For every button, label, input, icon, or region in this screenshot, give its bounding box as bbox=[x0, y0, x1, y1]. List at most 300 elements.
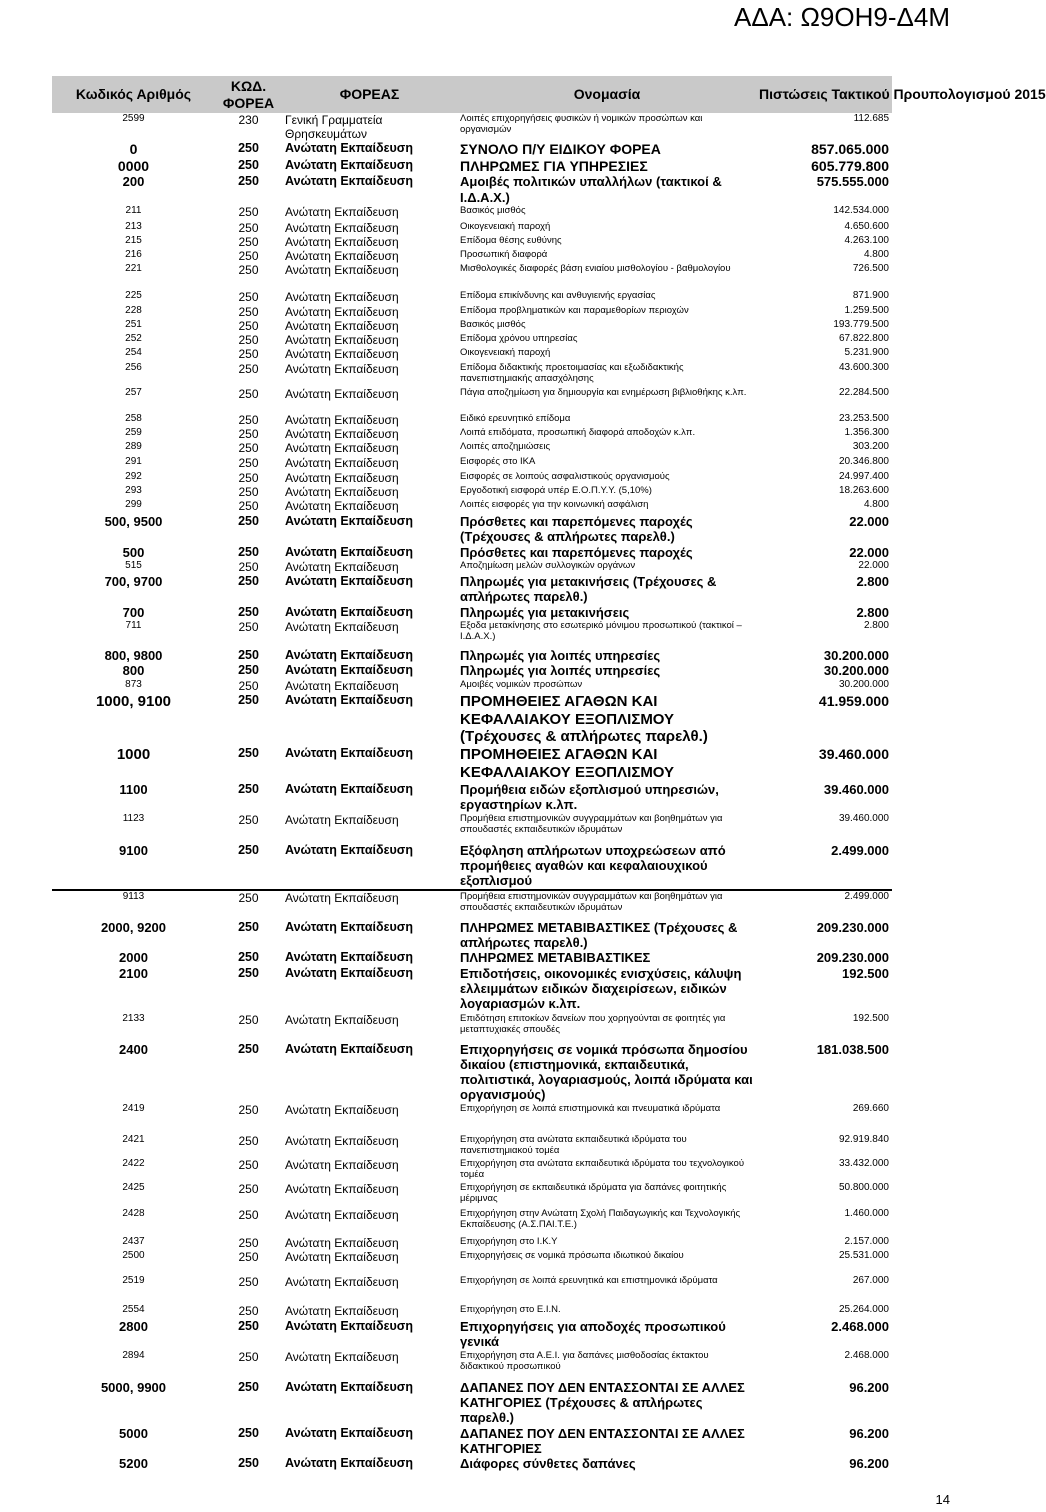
table-row bbox=[52, 545, 892, 560]
row-foreas: Ανώτατη Εκπαίδευση bbox=[285, 1235, 399, 1250]
row-code: 1100 bbox=[119, 781, 148, 797]
table-row bbox=[52, 620, 892, 648]
table-row bbox=[52, 158, 892, 175]
row-foreas: Ανώτατη Εκπαίδευση bbox=[285, 290, 399, 305]
row-code: 1000 bbox=[116, 745, 151, 763]
row-foreas: Ανώτατη Εκπαίδευση bbox=[285, 304, 399, 319]
row-foreas: Ανώτατη Εκπαίδευση bbox=[285, 620, 399, 634]
row-code: 0000 bbox=[117, 157, 150, 174]
row-code: 293 bbox=[125, 484, 142, 496]
row-foreas: Ανώτατη Εκπαίδευση bbox=[285, 1349, 399, 1364]
row-kod-foreas: 250 bbox=[238, 456, 259, 471]
row-name: Επίδομα προβληματικών και παραμεθορίων περιοχών bbox=[460, 304, 689, 316]
row-name: ΣΥΝΟΛΟ Π/Υ ΕΙΔΙΚΟΥ ΦΟΡΕΑ bbox=[460, 141, 661, 158]
row-amount: 1.460.000 bbox=[844, 1207, 889, 1219]
row-name: Αμοιβές πολιτικών υπαλλήλων (τακτικοί & Ι.Δ.Α.Χ.) bbox=[460, 174, 722, 205]
table-row bbox=[52, 347, 892, 362]
row-foreas: Ανώτατη Εκπαίδευση bbox=[285, 413, 399, 428]
row-amount: 30.200.000 bbox=[823, 663, 889, 679]
row-amount: 4.263.100 bbox=[844, 235, 889, 247]
row-code: 258 bbox=[125, 413, 142, 425]
row-code: 2519 bbox=[122, 1274, 145, 1286]
row-name: ΠΛΗΡΩΜΕΣ ΜΕΤΑΒΙΒΑΣΤΙΚΕΣ bbox=[460, 950, 651, 966]
table-row bbox=[52, 456, 892, 470]
table-row bbox=[52, 290, 892, 304]
row-foreas: Ανώτατη Εκπαίδευση bbox=[285, 318, 399, 333]
row-kod-foreas: 250 bbox=[238, 484, 259, 499]
row-code: 2400 bbox=[119, 1041, 148, 1057]
table-row bbox=[52, 663, 892, 678]
row-foreas: Ανώτατη Εκπαίδευση bbox=[285, 347, 399, 362]
row-name: ΠΛΗΡΩΜΕΣ ΜΕΤΑΒΙΒΑΣΤΙΚΕΣ (Τρέχουσες & απλήρωτες παρελθ.) bbox=[460, 919, 738, 950]
row-foreas: Ανώτατη Εκπαίδευση bbox=[285, 1379, 413, 1394]
row-amount: 18.263.600 bbox=[838, 484, 889, 496]
table-row bbox=[52, 387, 892, 413]
row-name: Επιχορήγηση στο Ε.Ι.Ν. bbox=[460, 1303, 561, 1315]
table-row bbox=[52, 1103, 892, 1134]
row-kod-foreas: 250 bbox=[238, 574, 259, 589]
row-amount: 726.500 bbox=[852, 263, 889, 275]
row-kod-foreas: 250 bbox=[238, 1425, 259, 1440]
row-kod-foreas: 250 bbox=[238, 498, 259, 513]
row-kod-foreas: 250 bbox=[238, 141, 259, 156]
row-amount: 4.800 bbox=[863, 498, 889, 510]
row-name: Επίδομα χρόνου υπηρεσίας bbox=[460, 332, 578, 344]
row-kod-foreas: 250 bbox=[238, 470, 259, 485]
row-kod-foreas: 250 bbox=[238, 362, 259, 377]
row-name: Διάφορες σύνθετες δαπάνες bbox=[460, 1456, 636, 1472]
row-amount: 22.000 bbox=[849, 513, 889, 529]
row-amount: 20.346.800 bbox=[838, 456, 889, 468]
row-foreas: Ανώτατη Εκπαίδευση bbox=[285, 249, 399, 264]
row-code: 800, 9800 bbox=[104, 648, 163, 663]
table-row bbox=[52, 174, 892, 205]
row-foreas: Ανώτατη Εκπαίδευση bbox=[285, 919, 413, 934]
row-code: 2422 bbox=[122, 1157, 145, 1169]
row-kod-foreas: 250 bbox=[238, 1274, 259, 1289]
table-row bbox=[52, 950, 892, 965]
row-kod-foreas: 250 bbox=[238, 205, 259, 219]
row-name: Πάγια αποζημίωση για δημιουργία και ενημέρωση βιβλιοθήκης κ.λπ. bbox=[460, 387, 747, 399]
row-name: Λοιπές εισφορές για την κοινωνική ασφάλιση bbox=[460, 498, 649, 510]
row-amount: 96.200 bbox=[849, 1425, 889, 1441]
table-row bbox=[52, 499, 892, 514]
row-code: 299 bbox=[125, 498, 142, 510]
row-amount: 142.534.000 bbox=[833, 205, 889, 216]
row-code: 2500 bbox=[122, 1249, 145, 1261]
row-amount: 2.800 bbox=[856, 574, 889, 590]
budget-table bbox=[52, 76, 1046, 1472]
row-foreas: Γενική Γραμματεία Θρησκευμάτων bbox=[285, 113, 383, 142]
row-name: Επιχορήγηση στα Α.Ε.Ι. για δαπάνες μισθοδοσίας έκτακτου διδακτικού προσωπικού bbox=[460, 1349, 709, 1372]
row-kod-foreas: 250 bbox=[238, 781, 259, 796]
table-row bbox=[52, 890, 892, 920]
row-foreas: Ανώτατη Εκπαίδευση bbox=[285, 387, 399, 402]
row-kod-foreas: 250 bbox=[238, 1303, 259, 1318]
table-row bbox=[52, 1275, 892, 1304]
row-name: Οικογενειακή παροχή bbox=[460, 221, 551, 232]
row-foreas: Ανώτατη Εκπαίδευση bbox=[285, 604, 413, 619]
row-foreas: Ανώτατη Εκπαίδευση bbox=[285, 205, 399, 219]
table-row bbox=[52, 235, 892, 249]
row-amount: 112.685 bbox=[853, 113, 889, 124]
row-name: Επιχορηγήσεις για αποδοχές προσωπικού γενικά bbox=[460, 1318, 726, 1350]
row-amount: 96.200 bbox=[849, 1379, 889, 1395]
row-kod-foreas: 250 bbox=[238, 1157, 259, 1172]
row-amount: 30.200.000 bbox=[823, 648, 889, 663]
table-row bbox=[52, 1350, 892, 1380]
row-code: 2100 bbox=[119, 965, 148, 981]
row-name: Εργοδοτική εισφορά υπέρ Ε.Ο.Π.Υ.Υ. (5,10%) bbox=[460, 484, 652, 496]
table-row bbox=[52, 1182, 892, 1208]
row-code: 216 bbox=[125, 249, 142, 261]
table-row bbox=[52, 1304, 892, 1319]
row-code: 225 bbox=[125, 290, 142, 302]
row-name: Προσωπική διαφορά bbox=[460, 249, 548, 261]
table-row bbox=[52, 263, 892, 290]
row-amount: 1.356.300 bbox=[844, 427, 889, 439]
row-code: 256 bbox=[125, 362, 142, 374]
row-name: Επιχορηγήσεις σε νομικά πρόσωπα ιδιωτικού δικαίου bbox=[460, 1249, 684, 1261]
row-name: Επιχορήγηση στο Ι.Κ.Υ bbox=[460, 1235, 558, 1247]
table-row bbox=[52, 1250, 892, 1275]
row-name: Επιδότηση επιτοκίων δανείων που χορηγούνται σε φοιτητές για μεταπτυχιακές σπουδές bbox=[460, 1012, 726, 1035]
row-kod-foreas: 250 bbox=[238, 249, 259, 264]
row-code: 292 bbox=[125, 470, 142, 482]
row-amount: 30.200.000 bbox=[838, 678, 889, 690]
row-code: 515 bbox=[125, 559, 142, 571]
row-foreas: Ανώτατη Εκπαίδευση bbox=[285, 812, 399, 827]
row-kod-foreas: 250 bbox=[238, 1456, 259, 1471]
row-code: 200 bbox=[122, 174, 145, 190]
row-kod-foreas: 250 bbox=[238, 842, 259, 857]
row-code: 2599 bbox=[122, 113, 145, 124]
row-kod-foreas: 250 bbox=[238, 663, 259, 678]
table-row bbox=[52, 221, 892, 235]
ada-code: ΑΔΑ: Ω9ΟΗ9-Δ4Μ bbox=[734, 2, 950, 32]
row-code: 215 bbox=[125, 235, 142, 247]
table-row bbox=[52, 471, 892, 485]
table-row bbox=[52, 1134, 892, 1158]
row-kod-foreas: 250 bbox=[238, 965, 259, 980]
row-amount: 857.065.000 bbox=[811, 141, 889, 158]
row-kod-foreas: 250 bbox=[238, 544, 259, 559]
row-name: Πληρωμές για λοιπές υπηρεσίες bbox=[460, 648, 661, 663]
row-code: 5000 bbox=[119, 1425, 148, 1441]
row-foreas: Ανώτατη Εκπαίδευση bbox=[285, 648, 413, 662]
row-foreas: Ανώτατη Εκπαίδευση bbox=[285, 498, 399, 513]
row-name: Λοιπές αποζημιώσεις bbox=[460, 441, 551, 453]
row-kod-foreas: 250 bbox=[238, 1207, 259, 1222]
row-amount: 2.157.000 bbox=[844, 1235, 889, 1247]
row-foreas: Ανώτατη Εκπαίδευση bbox=[285, 559, 399, 574]
row-kod-foreas: 250 bbox=[215, 890, 282, 920]
col-header-foreas: ΦΟΡΕΑΣ bbox=[282, 76, 457, 113]
row-code: 9100 bbox=[119, 842, 148, 858]
row-kod-foreas: 250 bbox=[238, 427, 259, 442]
col-header-kod-foreas: ΚΩΔ. ΦΟΡΕΑ bbox=[215, 76, 282, 113]
row-name: Μισθολογικές διαφορές βάση ενιαίου μισθολογίου - βαθμολογίου bbox=[460, 263, 731, 275]
row-code: 228 bbox=[125, 304, 142, 316]
row-kod-foreas: 250 bbox=[238, 1181, 259, 1196]
row-foreas: Ανώτατη Εκπαίδευση bbox=[285, 574, 413, 589]
row-name: Επιχορήγηση σε λοιπά επιστημονικά και πνευματικά ιδρύματα bbox=[460, 1102, 721, 1114]
row-code: 254 bbox=[125, 347, 142, 359]
row-foreas: Ανώτατη Εκπαίδευση bbox=[285, 781, 413, 796]
row-code: 251 bbox=[125, 318, 142, 330]
table-row bbox=[52, 249, 892, 263]
row-foreas: Ανώτατη Εκπαίδευση bbox=[285, 141, 413, 156]
row-kod-foreas: 250 bbox=[238, 157, 259, 172]
row-code: 1000, 9100 bbox=[95, 692, 172, 710]
row-foreas: Ανώτατη Εκπαίδευση bbox=[285, 221, 399, 235]
row-name: ΠΡΟΜΗΘΕΙΕΣ ΑΓΑΘΩΝ ΚΑΙ ΚΕΦΑΛΑΙΑΚΟΥ ΕΞΟΠΛΙΣΜΟΥ bbox=[460, 745, 675, 781]
row-kod-foreas: 250 bbox=[238, 318, 259, 333]
row-code: 800 bbox=[122, 663, 145, 679]
table-row bbox=[52, 362, 892, 387]
row-name: Αμοιβές νομικών προσώπων bbox=[460, 678, 583, 690]
row-amount: 267.000 bbox=[852, 1274, 889, 1286]
row-code: 500 bbox=[122, 544, 145, 560]
row-code: 2894 bbox=[122, 1349, 145, 1361]
table-row bbox=[52, 1456, 892, 1471]
row-amount: 2.800 bbox=[856, 604, 889, 620]
row-code: 213 bbox=[125, 221, 142, 232]
row-code: 5200 bbox=[119, 1456, 148, 1472]
row-name: Ειδικό ερευνητικό επίδομα bbox=[460, 413, 571, 425]
col-header-onomasia: Ονομασία bbox=[457, 76, 757, 113]
row-kod-foreas: 250 bbox=[238, 221, 259, 235]
row-name: ΔΑΠΑΝΕΣ ΠΟΥ ΔΕΝ ΕΝΤΑΣΣΟΝΤΑΙ ΣΕ ΑΛΛΕΣ ΚΑΤΗΓΟΡΙΕΣ bbox=[460, 1425, 745, 1456]
row-amount: 22.000 bbox=[858, 559, 889, 571]
table-row bbox=[52, 843, 892, 890]
row-amount: 181.038.500 bbox=[816, 1041, 889, 1057]
row-foreas: Ανώτατη Εκπαίδευση bbox=[285, 663, 413, 678]
row-foreas: Ανώτατη Εκπαίδευση bbox=[285, 332, 399, 347]
row-foreas: Ανώτατη Εκπαίδευση bbox=[285, 1041, 413, 1056]
row-kod-foreas: 250 bbox=[238, 513, 259, 528]
row-foreas: Ανώτατη Εκπαίδευση bbox=[285, 678, 399, 693]
row-kod-foreas: 250 bbox=[238, 332, 259, 347]
row-code: 257 bbox=[125, 387, 142, 399]
row-amount: 5.231.900 bbox=[844, 347, 889, 359]
row-foreas: Ανώτατη Εκπαίδευση bbox=[285, 1133, 399, 1148]
row-amount: 67.822.800 bbox=[838, 332, 889, 344]
row-foreas: Ανώτατη Εκπαίδευση bbox=[285, 235, 399, 250]
table-row bbox=[52, 679, 892, 693]
row-name: Επιχορηγήσεις σε νομικά πρόσωπα δημοσίου δικαίου (επιστημονικά, εκπαιδευτικά, πολιτιστικά, λογαριασμούς, λοιπά ιδρύματα και οργανισμούς) bbox=[460, 1041, 753, 1103]
table-row bbox=[52, 205, 892, 221]
row-foreas: Ανώτατη Εκπαίδευση bbox=[285, 174, 413, 189]
row-amount: 871.900 bbox=[852, 290, 889, 302]
row-kod-foreas: 250 bbox=[238, 1379, 259, 1394]
row-code: 700 bbox=[122, 604, 145, 620]
row-name: ΠΛΗΡΩΜΕΣ ΓΙΑ ΥΠΗΡΕΣΙΕΣ bbox=[460, 157, 648, 174]
row-code: 9113 bbox=[52, 890, 215, 920]
row-name: Βασικός μισθός bbox=[460, 205, 526, 216]
row-name: Λοιπές επιχορηγήσεις φυσικών ή νομικών προσώπων και οργανισμών bbox=[460, 113, 703, 136]
row-amount: 43.600.300 bbox=[838, 362, 889, 374]
table-row bbox=[52, 1042, 892, 1103]
row-amount: 2.499.000 bbox=[757, 890, 892, 920]
row-amount: 25.264.000 bbox=[838, 1303, 889, 1315]
row-foreas: Ανώτατη Εκπαίδευση bbox=[285, 1274, 399, 1289]
row-name: Προμήθεια επιστημονικών συγγραμμάτων και βοηθημάτων για σπουδαστές εκπαιδευτικών ιδρυμάτων bbox=[460, 812, 723, 835]
table-row bbox=[52, 333, 892, 347]
row-code: 211 bbox=[125, 205, 142, 216]
table-row bbox=[52, 141, 892, 158]
row-name: Επιχορήγηση στα ανώτατα εκπαιδευτικά ιδρύματα του πανεπιστημιακού τομέα bbox=[460, 1133, 687, 1157]
table-row bbox=[52, 1158, 892, 1182]
row-kod-foreas: 250 bbox=[238, 1235, 259, 1250]
row-name: Εξοδα μετακίνησης στο εσωτερικό μόνιμου προσωπικού (τακτικοί – Ι.Δ.Α.Χ.) bbox=[460, 620, 742, 643]
table-row bbox=[52, 485, 892, 499]
row-kod-foreas: 250 bbox=[238, 174, 259, 189]
table-row bbox=[52, 813, 892, 843]
row-name: Προμήθεια ειδών εξοπλισμού υπηρεσιών, εργαστηρίων κ.λπ. bbox=[460, 781, 719, 813]
row-kod-foreas: 250 bbox=[238, 1349, 259, 1364]
table-row bbox=[52, 966, 892, 1013]
row-name: Επιχορήγηση στα ανώτατα εκπαιδευτικά ιδρύματα του τεχνολογικού τομέα bbox=[460, 1157, 745, 1181]
row-foreas: Ανώτατη Εκπαίδευση bbox=[285, 1157, 399, 1172]
row-code: 2437 bbox=[122, 1235, 145, 1247]
page-number: 14 bbox=[935, 1492, 950, 1507]
row-kod-foreas: 250 bbox=[238, 745, 259, 760]
row-kod-foreas: 250 bbox=[238, 1133, 259, 1148]
row-kod-foreas: 250 bbox=[238, 692, 259, 707]
row-amount: 2.468.000 bbox=[831, 1318, 889, 1334]
row-foreas: Ανώτατη Εκπαίδευση bbox=[282, 890, 457, 920]
row-code: 2554 bbox=[122, 1303, 145, 1315]
row-code: 5000, 9900 bbox=[100, 1379, 167, 1395]
row-name: Επιδοτήσεις, οικονομικές ενισχύσεις, κάλυψη ελλειμμάτων ειδικών διαχειρίσεων, ειδικών λογαριασμών κ.λπ. bbox=[460, 965, 742, 1012]
row-code: 2000, 9200 bbox=[100, 919, 167, 935]
row-name: Πληρωμές για μετακινήσεις bbox=[460, 604, 630, 620]
row-foreas: Ανώτατη Εκπαίδευση bbox=[285, 745, 413, 760]
row-kod-foreas: 250 bbox=[238, 812, 259, 827]
row-name: Πρόσθετες και παρεπόμενες παροχές bbox=[460, 544, 693, 560]
row-foreas: Ανώτατη Εκπαίδευση bbox=[285, 965, 413, 980]
table-row bbox=[52, 1319, 892, 1350]
row-amount: 209.230.000 bbox=[816, 950, 889, 966]
row-kod-foreas: 250 bbox=[238, 648, 259, 662]
table-row bbox=[52, 605, 892, 620]
table-header-row bbox=[52, 76, 892, 113]
row-amount: 192.500 bbox=[852, 1012, 889, 1024]
row-kod-foreas: 250 bbox=[238, 290, 259, 305]
row-foreas: Ανώτατη Εκπαίδευση bbox=[285, 362, 399, 377]
row-code: 711 bbox=[125, 620, 142, 631]
row-kod-foreas: 250 bbox=[238, 263, 259, 278]
row-amount: 4.800 bbox=[863, 249, 889, 261]
row-code: 2000 bbox=[119, 950, 148, 966]
row-kod-foreas: 250 bbox=[238, 1249, 259, 1264]
row-foreas: Ανώτατη Εκπαίδευση bbox=[285, 544, 413, 559]
row-amount: 269.660 bbox=[852, 1102, 889, 1114]
row-kod-foreas: 250 bbox=[238, 413, 259, 428]
row-amount: 92.919.840 bbox=[838, 1133, 889, 1145]
row-name: Λοιπά επιδόματα, προσωπική διαφορά αποδοχών κ.λπ. bbox=[460, 427, 696, 439]
row-code: 873 bbox=[125, 678, 142, 690]
row-amount: 192.500 bbox=[842, 965, 889, 981]
row-name: Επίδομα επικίνδυνης και ανθυγιεινής εργασίας bbox=[460, 290, 656, 302]
row-amount: 2.800 bbox=[863, 620, 889, 631]
row-code: 2419 bbox=[122, 1102, 145, 1114]
row-amount: 303.200 bbox=[852, 441, 889, 453]
row-amount: 605.779.800 bbox=[811, 157, 889, 174]
row-foreas: Ανώτατη Εκπαίδευση bbox=[285, 441, 399, 456]
row-kod-foreas: 250 bbox=[238, 441, 259, 456]
row-code: 291 bbox=[125, 456, 142, 468]
row-name: ΔΑΠΑΝΕΣ ΠΟΥ ΔΕΝ ΕΝΤΑΣΣΟΝΤΑΙ ΣΕ ΑΛΛΕΣ ΚΑΤΗΓΟΡΙΕΣ (Τρέχουσες & απλήρωτες παρελθ.) bbox=[460, 1379, 745, 1426]
row-name: Βασικός μισθός bbox=[460, 318, 526, 330]
row-code: 2800 bbox=[119, 1318, 148, 1334]
row-foreas: Ανώτατη Εκπαίδευση bbox=[285, 1318, 413, 1333]
table-row bbox=[52, 427, 892, 441]
row-code: 2425 bbox=[122, 1181, 145, 1193]
row-amount: 2.499.000 bbox=[831, 842, 889, 858]
row-kod-foreas: 250 bbox=[238, 1318, 259, 1333]
row-amount: 41.959.000 bbox=[818, 692, 889, 709]
row-kod-foreas: 250 bbox=[238, 678, 259, 693]
row-amount: 24.997.400 bbox=[838, 470, 889, 482]
table-row bbox=[52, 514, 892, 545]
row-amount: 1.259.500 bbox=[844, 304, 889, 316]
row-kod-foreas: 250 bbox=[238, 347, 259, 362]
row-amount: 25.531.000 bbox=[838, 1249, 889, 1261]
row-foreas: Ανώτατη Εκπαίδευση bbox=[285, 1012, 399, 1027]
row-kod-foreas: 250 bbox=[238, 387, 259, 402]
table-row bbox=[52, 305, 892, 319]
row-name: Οικογενειακή παροχή bbox=[460, 347, 551, 359]
row-foreas: Ανώτατη Εκπαίδευση bbox=[285, 513, 413, 528]
row-kod-foreas: 250 bbox=[238, 620, 259, 634]
row-foreas: Ανώτατη Εκπαίδευση bbox=[285, 950, 413, 965]
row-amount: 23.253.500 bbox=[838, 413, 889, 425]
row-foreas: Ανώτατη Εκπαίδευση bbox=[285, 1456, 413, 1471]
row-kod-foreas: 250 bbox=[238, 1102, 259, 1117]
table-row bbox=[52, 746, 892, 782]
row-name: Πληρωμές για λοιπές υπηρεσίες bbox=[460, 663, 661, 679]
row-foreas: Ανώτατη Εκπαίδευση bbox=[285, 1425, 413, 1440]
row-code: 252 bbox=[125, 332, 142, 344]
table-row bbox=[52, 1380, 892, 1426]
row-name: ΠΡΟΜΗΘΕΙΕΣ ΑΓΑΘΩΝ ΚΑΙ ΚΕΦΑΛΑΙΑΚΟΥ ΕΞΟΠΛΙΣΜΟΥ (Τρέχουσες & απλήρωτες παρελθ.) bbox=[460, 692, 708, 746]
row-amount: 209.230.000 bbox=[816, 919, 889, 935]
row-name: Επίδομα διδακτικής προετοιμασίας και εξωδιδακτικής πανεπιστημιακής απασχόλησης bbox=[460, 362, 684, 385]
row-kod-foreas: 230 bbox=[238, 113, 259, 127]
row-foreas: Ανώτατη Εκπαίδευση bbox=[285, 456, 399, 471]
table-row bbox=[52, 113, 892, 141]
row-amount: 22.000 bbox=[849, 544, 889, 560]
row-name: Εξόφληση απλήρωτων υποχρεώσεων από προμήθειες αγαθών και κεφαλαιουχικού εξοπλισμού bbox=[460, 842, 726, 889]
row-amount: 39.460.000 bbox=[818, 745, 889, 762]
row-foreas: Ανώτατη Εκπαίδευση bbox=[285, 470, 399, 485]
row-foreas: Ανώτατη Εκπαίδευση bbox=[285, 1303, 399, 1318]
table-row bbox=[52, 1208, 892, 1236]
row-foreas: Ανώτατη Εκπαίδευση bbox=[285, 1102, 399, 1117]
col-header-kodikos: Κωδικός Αριθμός bbox=[52, 76, 215, 113]
row-name: Εισφορές σε λοιπούς ασφαλιστικούς οργανισμούς bbox=[460, 470, 670, 482]
row-kod-foreas: 250 bbox=[238, 950, 259, 965]
row-kod-foreas: 250 bbox=[238, 919, 259, 934]
table-row bbox=[52, 413, 892, 427]
row-code: 0 bbox=[129, 141, 138, 158]
table-row bbox=[52, 1236, 892, 1250]
row-amount: 22.284.500 bbox=[838, 387, 889, 399]
row-code: 259 bbox=[125, 427, 142, 439]
row-foreas: Ανώτατη Εκπαίδευση bbox=[285, 842, 413, 857]
